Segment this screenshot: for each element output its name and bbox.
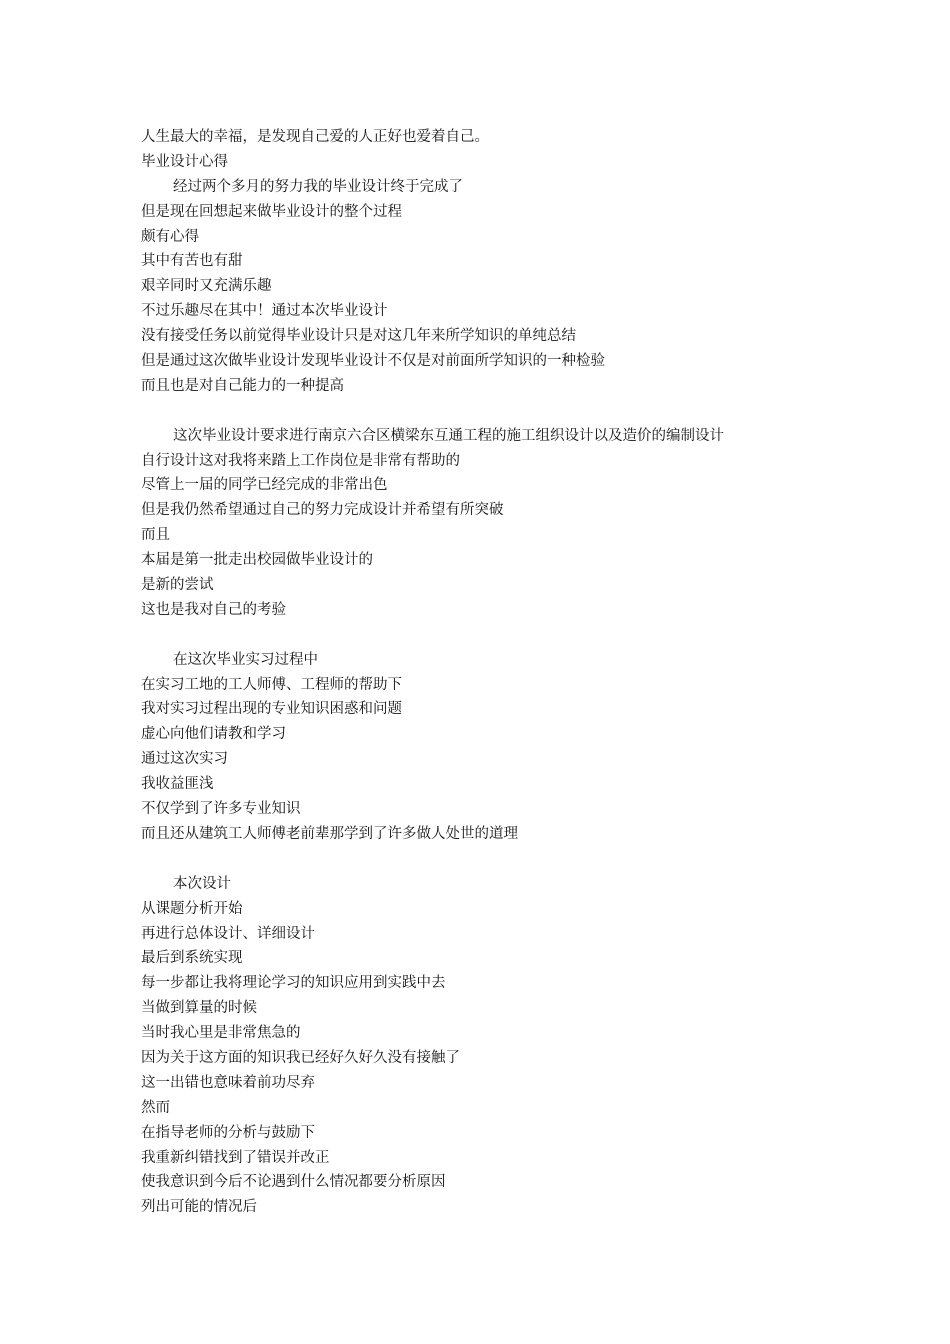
text-line: 不过乐趣尽在其中！通过本次毕业设计 <box>141 303 388 320</box>
text-line: 当时我心里是非常焦急的 <box>141 1025 301 1042</box>
text-line: 使我意识到今后不论遇到什么情况都要分析原因 <box>141 1174 446 1191</box>
text-line: 我重新纠错找到了错误并改正 <box>141 1149 330 1166</box>
text-line: 颇有心得 <box>141 228 199 245</box>
text-line: 在指导老师的分析与鼓励下 <box>141 1124 315 1141</box>
document-title: 毕业设计心得 <box>141 153 228 170</box>
text-line: 这次毕业设计要求进行南京六合区横梁东互通工程的施工组织设计以及造价的编制设计 <box>173 427 724 444</box>
quote-line: 人生最大的幸福，是发现自己爱的人正好也爱着自己。 <box>141 129 489 145</box>
text-line: 在实习工地的工人师傅、工程师的帮助下 <box>141 676 402 693</box>
text-line: 通过这次实习 <box>141 751 228 768</box>
text-line: 但是通过这次做毕业设计发现毕业设计不仅是对前面所学知识的一种检验 <box>141 353 605 370</box>
text-line: 不仅学到了许多专业知识 <box>141 801 301 818</box>
text-line: 然而 <box>141 1099 170 1116</box>
paragraph-gap <box>141 623 841 648</box>
text-line: 自行设计这对我将来踏上工作岗位是非常有帮助的 <box>141 452 460 469</box>
text-line: 但是现在回想起来做毕业设计的整个过程 <box>141 203 402 220</box>
text-line: 因为关于这方面的知识我已经好久好久没有接触了 <box>141 1049 460 1066</box>
text-line: 列出可能的情况后 <box>141 1199 257 1216</box>
text-line: 从课题分析开始 <box>141 900 243 917</box>
text-line: 我收益匪浅 <box>141 776 214 793</box>
text-line: 我对实习过程出现的专业知识困惑和问题 <box>141 701 402 718</box>
text-line: 这也是我对自己的考验 <box>141 601 286 618</box>
paragraph-gap <box>141 399 841 424</box>
text-line: 每一步都让我将理论学习的知识应用到实践中去 <box>141 975 446 992</box>
text-line: 但是我仍然希望通过自己的努力完成设计并希望有所突破 <box>141 502 504 519</box>
document-page <box>141 125 841 1220</box>
text-line: 在这次毕业实习过程中 <box>173 651 318 668</box>
text-line: 尽管上一届的同学已经完成的非常出色 <box>141 477 388 494</box>
text-line: 最后到系统实现 <box>141 950 243 967</box>
text-line: 虚心向他们请教和学习 <box>141 726 286 743</box>
text-line: 是新的尝试 <box>141 577 214 594</box>
text-line: 经过两个多月的努力我的毕业设计终于完成了 <box>173 178 463 195</box>
text-line: 而且还从建筑工人师傅老前辈那学到了许多做人处世的道理 <box>141 825 518 842</box>
paragraph-3 <box>141 648 841 847</box>
text-line: 本届是第一批走出校园做毕业设计的 <box>141 552 373 569</box>
paragraph-gap <box>141 847 841 872</box>
text-line: 这一出错也意味着前功尽弃 <box>141 1074 315 1091</box>
text-line: 再进行总体设计、详细设计 <box>141 925 315 942</box>
text-line: 其中有苦也有甜 <box>141 253 243 270</box>
text-line: 本次设计 <box>173 875 231 892</box>
paragraph-1 <box>141 175 841 399</box>
paragraph-2 <box>141 424 841 623</box>
text-line: 而且 <box>141 527 170 544</box>
text-line: 没有接受任务以前觉得毕业设计只是对这几年来所学知识的单纯总结 <box>141 328 576 345</box>
text-line: 当做到算量的时候 <box>141 1000 257 1017</box>
paragraph-4 <box>141 872 841 1220</box>
text-line: 艰辛同时又充满乐趣 <box>141 278 272 295</box>
text-line: 而且也是对自己能力的一种提高 <box>141 377 344 394</box>
